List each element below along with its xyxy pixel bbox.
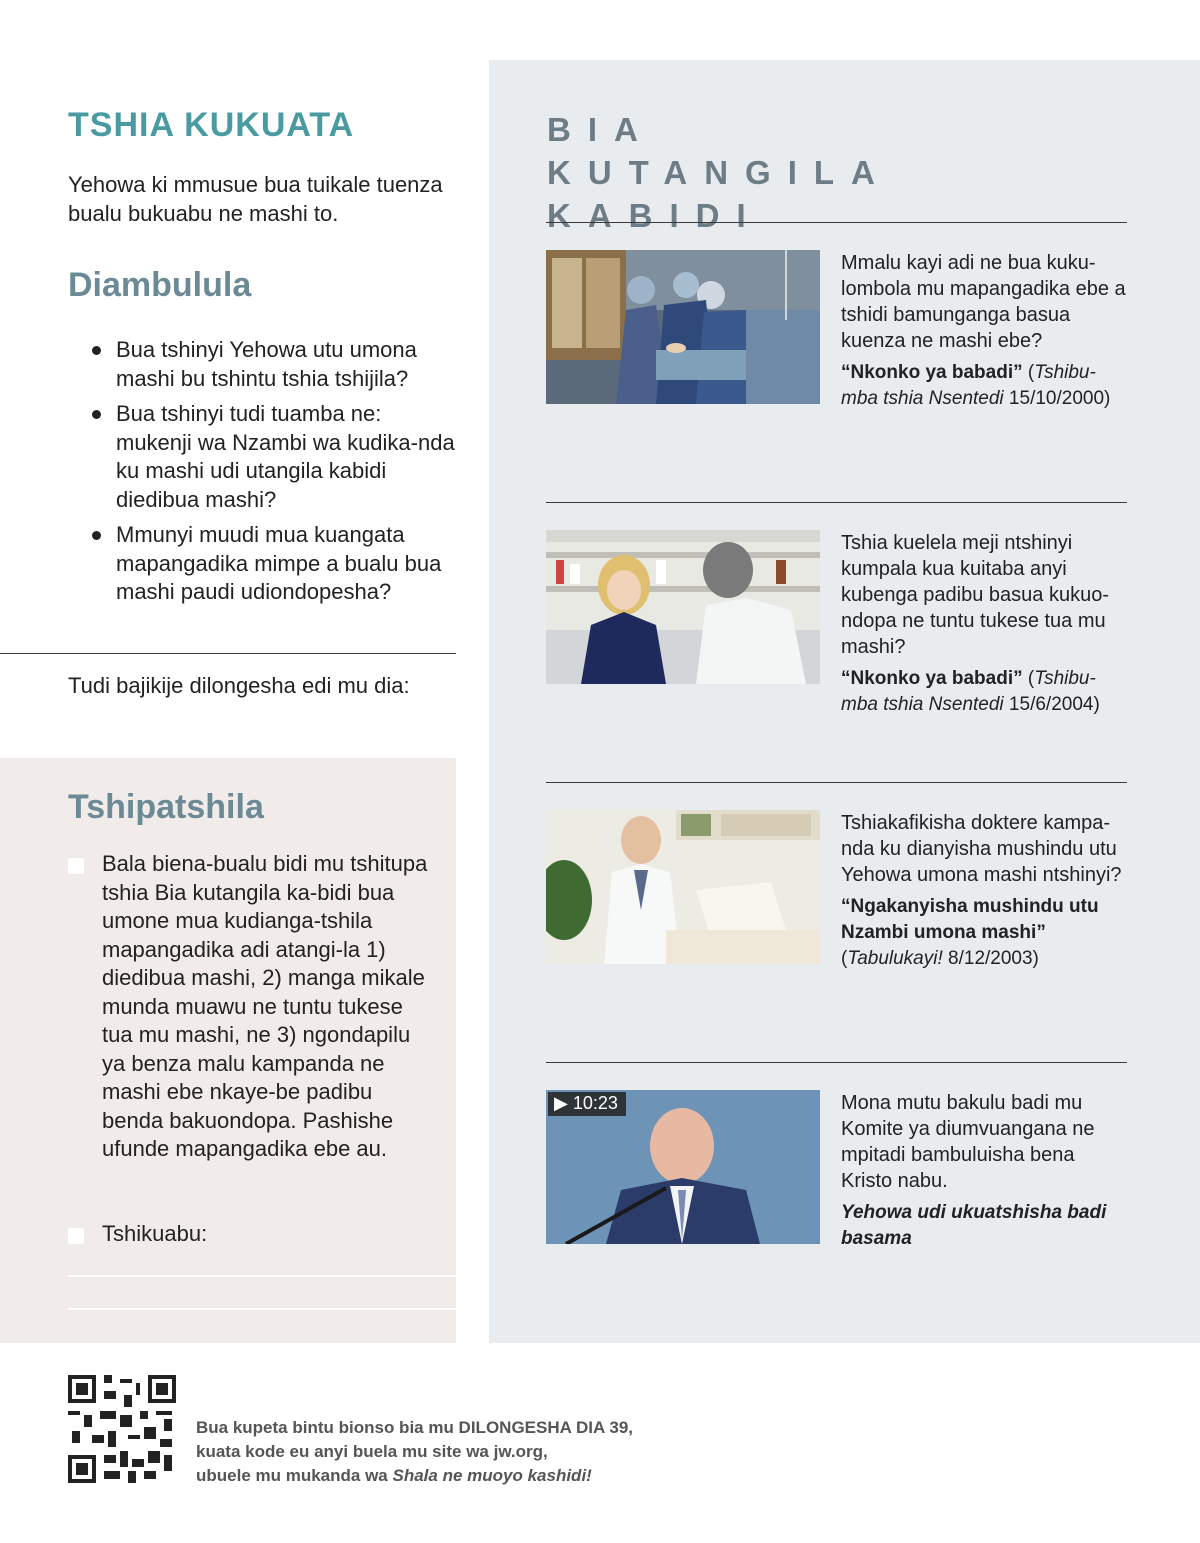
list-item: [92, 521, 456, 607]
write-line: [68, 1275, 456, 1277]
video-thumbnail[interactable]: [546, 1090, 820, 1244]
task-item: [68, 1220, 438, 1249]
summary-section: [0, 0, 456, 758]
item-text: [841, 250, 1131, 412]
task-checkbox[interactable]: [68, 858, 84, 874]
video-duration-badge: [548, 1092, 626, 1116]
review-question: Tshia kuelela meji ntshinyi kumpala kua kuitaba anyi kubenga padibu basua kukuo-ndopa ne tuntu tukese tua mu mashi?: [841, 532, 1109, 658]
reference-title[interactable]: “Nkonko ya babadi”: [841, 362, 1023, 383]
write-line: [68, 1308, 456, 1310]
footer-line: kuata kode eu anyi buela mu site wa jw.org,: [196, 1442, 548, 1461]
surgery-photo[interactable]: [546, 250, 820, 404]
reference-open: (: [1022, 668, 1035, 689]
task-text: Tshikuabu:: [102, 1221, 208, 1246]
reference: [841, 1200, 1131, 1252]
review-item: [546, 810, 1136, 970]
section-title: TSHIA KUKUATA: [68, 106, 355, 144]
review-question: Mmalu kayi adi ne bua kuku-lombola mu mapangadika ebe a tshidi bamunganga basua kuenza ne mashi ebe?: [841, 252, 1126, 352]
reference: [841, 666, 1131, 718]
reference-title[interactable]: “Nkonko ya babadi”: [841, 668, 1023, 689]
book-title-link[interactable]: Shala ne muoyo kashidi!: [392, 1466, 592, 1485]
list-item: [92, 400, 456, 514]
divider: [546, 502, 1127, 503]
play-icon: ▶: [554, 1093, 573, 1113]
video-duration: 10:23: [572, 1093, 618, 1113]
discussed-label: Tudi bajikije dilongesha edi mu dia:: [68, 673, 410, 698]
bullet-icon: [92, 531, 101, 540]
review-item: [546, 1090, 1136, 1250]
pharmacy-photo[interactable]: [546, 530, 820, 684]
divider: [0, 653, 456, 654]
review-question: Tshiakafikisha doktere kampa-nda ku dianyisha mushindu utu Yehowa umona mashi ntshinyi?: [841, 812, 1122, 886]
panel-title: BIA KUTANGILA KABIDI: [547, 111, 891, 234]
divider: [546, 222, 1127, 223]
intro-text: Yehowa ki mmusue bua tuikale tuenza bualu bukuabu ne mashi to.: [68, 172, 443, 226]
reference: [841, 360, 1131, 412]
qr-code-icon[interactable]: [68, 1375, 176, 1483]
reference-title[interactable]: “Ngakanyisha mushindu utu Nzambi umona mashi”: [841, 896, 1099, 943]
task-item: [68, 850, 438, 1164]
review-heading: Diambulula: [68, 266, 252, 304]
reference-date: 15/6/2004): [1003, 694, 1100, 715]
reference-publication: Tabulukayi!: [847, 948, 943, 969]
reference-publication: Tshibu-mba tshia Nsentedi: [841, 668, 1096, 715]
list-item: [92, 336, 456, 393]
item-text: [841, 810, 1131, 972]
question-text: Mmunyi muudi mua kuangata mapangadika mimpe a bualu bua mashi paudi udiondopesha?: [116, 522, 442, 604]
review-question: Mona mutu bakulu badi mu Komite ya diumvuangana ne mpitadi bambuluisha bena Kristo nabu.: [841, 1092, 1095, 1192]
bullet-icon: [92, 346, 101, 355]
reference-open: (: [1022, 362, 1035, 383]
divider: [546, 1062, 1127, 1063]
review-item: [546, 250, 1136, 410]
reference-date: 15/10/2000): [1003, 388, 1111, 409]
reference-date: 8/12/2003): [942, 948, 1039, 969]
footer-text: ubuele mu mukanda wa: [196, 1466, 393, 1485]
practice-heading: Tshipatshila: [68, 788, 264, 826]
bullet-icon: [92, 410, 101, 419]
footer-note: [196, 1416, 796, 1488]
review-item: [546, 530, 1136, 715]
task-checkbox[interactable]: [68, 1228, 84, 1244]
reference-publication: Tshibu-mba tshia Nsentedi: [841, 362, 1096, 409]
practice-section: [0, 758, 456, 1343]
question-text: Bua tshinyi Yehowa utu umona mashi bu tshintu tshia tshijila?: [116, 337, 417, 391]
video-title[interactable]: Yehowa udi ukuatshisha badi basama: [841, 1202, 1107, 1249]
question-text: Bua tshinyi tudi tuamba ne: mukenji wa Nzambi wa kudika-nda ku mashi udi utangila kabidi diedibua mashi?: [116, 401, 455, 512]
item-text: [841, 1090, 1131, 1252]
footer-line: Bua kupeta bintu bionso bia mu DILONGESHA DIA 39,: [196, 1418, 633, 1437]
reference: [841, 894, 1131, 972]
item-text: [841, 530, 1131, 718]
reference-open: (: [841, 948, 848, 969]
task-text: Bala biena-bualu bidi mu tshitupa tshia Bia kutangila ka-bidi bua umone mua kudianga-tshila mapangadika adi atangi-la 1) diedibua mashi, 2) manga mikale munda muawu ne tuntu tukese tua mu mashi, ne 3) ngondapilu ya benza malu kampanda ne mashi ebe nkaye-be padibu benda bakuondopa. Pashishe ufunde mapangadika ebe au.: [102, 851, 428, 1161]
review-questions: [92, 336, 456, 614]
divider: [546, 782, 1127, 783]
doctor-photo[interactable]: [546, 810, 820, 964]
review-panel: [489, 60, 1200, 1343]
footer-line: [196, 1464, 796, 1488]
